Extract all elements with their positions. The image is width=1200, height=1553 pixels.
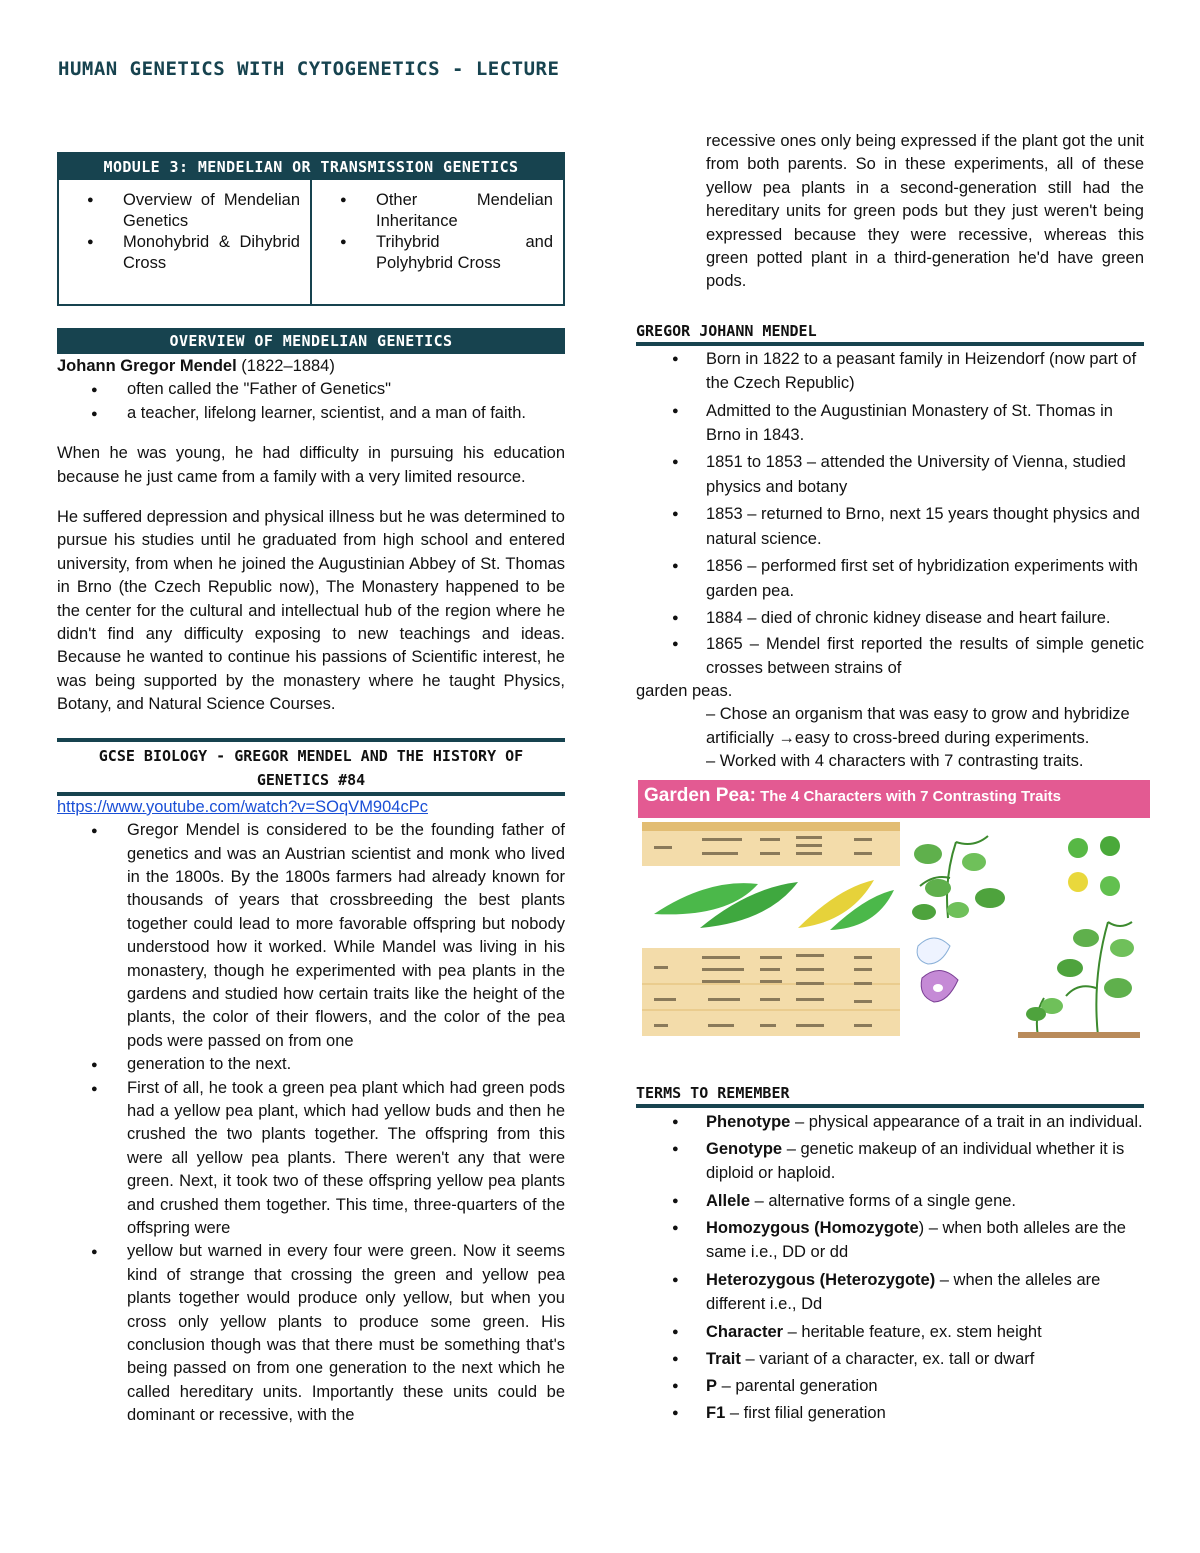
term-name: Character xyxy=(706,1322,784,1341)
term-name: Homozygous (Homozygote xyxy=(706,1218,919,1237)
overview-paragraph-1: When he was young, he had difficulty in pursuing his education because he just came from a family with a very limited resource. xyxy=(57,444,565,486)
green-pea xyxy=(1100,876,1120,896)
term-name: Allele xyxy=(706,1191,751,1210)
yellow-pea xyxy=(1068,872,1088,892)
term-definition: – genetic makeup of an individual whether it is diploid or haploid. xyxy=(706,1139,1125,1183)
term-name: Trait xyxy=(706,1349,741,1368)
term-name: P xyxy=(706,1377,718,1396)
pea-plant-top xyxy=(912,836,1005,920)
gcse-bullets xyxy=(57,819,565,1428)
figure-illustration xyxy=(638,818,1150,1042)
list-item: ● Born in 1822 to a peasant family in Heizendorf (now part of the Czech Republic) xyxy=(636,347,1144,396)
list-item: ● 1853 – returned to Brno, next 15 years thought physics and natural science. xyxy=(636,502,1144,551)
term-definition: – when the alleles are different i.e., Dd xyxy=(706,1270,1101,1314)
mendel-name: Johann Gregor Mendel xyxy=(57,357,237,375)
green-pea xyxy=(1100,836,1120,856)
list-item: ● First of all, he took a green pea plant which had green pods had a yellow pea plant, which had yellow buds and then he crushed the two plants together. The offspring from this were all yellow pea plants. There weren't any that were green. Next, it took two of these offspring yellow pea plants and crushed them together. This time, three-quarters of the offspring were xyxy=(57,1077,565,1241)
pea-flowers xyxy=(917,938,958,1002)
left-column xyxy=(57,152,565,1428)
overview-heading: OVERVIEW OF MENDELIAN GENETICS xyxy=(57,328,565,354)
right-column xyxy=(636,130,1144,1429)
term-definition: – variant of a character, ex. tall or dwarf xyxy=(740,1349,1035,1368)
term-item xyxy=(636,1401,1144,1426)
gcse-heading xyxy=(57,738,565,796)
term-name: F1 xyxy=(706,1404,726,1423)
term-definition: – first filial generation xyxy=(725,1404,886,1423)
term-item xyxy=(636,1268,1144,1317)
list-item: ● a teacher, lifelong learner, scientist, and a man of faith. xyxy=(57,402,565,425)
term-item xyxy=(636,1320,1144,1345)
term-item xyxy=(636,1110,1144,1135)
module-topics-right xyxy=(310,180,563,304)
module-topic: ● Other Mendelian Inheritance xyxy=(340,190,553,232)
mendel-heading: GREGOR JOHANN MENDEL xyxy=(636,322,1144,346)
terms-list xyxy=(636,1110,1144,1426)
mendel-sub-note: – Worked with 4 characters with 7 contrasting traits. xyxy=(706,752,1084,771)
youtube-link[interactable]: https://www.youtube.com/watch?v=SOqVM904cPc xyxy=(57,797,428,816)
term-item xyxy=(636,1216,1144,1265)
traits-table-bottom xyxy=(642,948,900,1036)
term-definition: – physical appearance of a trait in an individual. xyxy=(790,1112,1143,1131)
mendel-bullets xyxy=(636,347,1144,680)
figure-title-bold: Garden Pea: xyxy=(644,784,756,806)
list-item: ● Gregor Mendel is considered to be the founding father of genetics and was an Austrian scientist and monk who lived in the 1800s. By the 1800s farmers had already known for thousands of years that crossbreeding the best plants together could lead to more favorable offspring but nobody understood how it worked. While Mandel was living in his monastery, though he experimented with pea plants in the gardens and studied how certain traits like the height of the plants, the color of their flowers, and the color of the pea pods were passed on from one xyxy=(57,819,565,1053)
term-item xyxy=(636,1189,1144,1214)
term-item xyxy=(636,1137,1144,1186)
list-item: ● 1884 – died of chronic kidney disease and heart failure. xyxy=(636,606,1144,631)
traits-table-header xyxy=(642,822,900,831)
page-title: HUMAN GENETICS WITH CYTOGENETICS - LECTURE xyxy=(58,58,560,80)
module-topic: ● Monohybrid & Dihybrid Cross xyxy=(87,232,300,274)
module-topic: ● Trihybrid and Polyhybrid Cross xyxy=(340,232,553,274)
module-heading: MODULE 3: MENDELIAN OR TRANSMISSION GENETICS xyxy=(59,154,563,180)
pea-plant-bottom xyxy=(1018,922,1140,1038)
list-item: ● generation to the next. xyxy=(57,1053,565,1076)
mendel-tail: garden peas. xyxy=(636,681,733,700)
module-topics xyxy=(59,180,563,304)
garden-pea-figure xyxy=(638,780,1150,1042)
gcse-heading-line: GCSE BIOLOGY - GREGOR MENDEL AND THE HISTORY OF xyxy=(98,746,524,765)
module-box xyxy=(57,152,565,306)
list-item: ● Admitted to the Augustinian Monastery of St. Thomas in Brno in 1843. xyxy=(636,399,1144,448)
gcse-heading-line: GENETICS #84 xyxy=(256,770,366,789)
green-pea xyxy=(1068,838,1088,858)
list-item: ● yellow but warned in every four were green. Now it seems kind of strange that crossing the green and yellow pea plants together would produce only yellow, but when you cross only yellow plants to produce some green. His conclusion though was that there must be something that's being passed on from one generation to the next which he called hereditary units. Importantly these units could be dominant or recessive, with the xyxy=(57,1240,565,1427)
terms-heading: TERMS TO REMEMBER xyxy=(636,1084,1144,1108)
figure-title xyxy=(638,780,1150,818)
term-definition: – parental generation xyxy=(717,1377,878,1396)
term-name: Heterozygous (Heterozygote) xyxy=(706,1270,936,1289)
figure-title-rest: The 4 Characters with 7 Contrasting Traits xyxy=(755,787,1062,805)
mendel-name-line xyxy=(57,355,565,378)
term-name: Phenotype xyxy=(706,1112,791,1131)
term-name: Genotype xyxy=(706,1139,783,1158)
overview-bullets xyxy=(57,378,565,425)
list-item: ● 1851 to 1853 – attended the University of Vienna, studied physics and botany xyxy=(636,450,1144,499)
mendel-sub-note: – Chose an organism that was easy to grow and hybridize artificially →easy to cross-breed during experiments. xyxy=(706,705,1130,747)
pea-traits-illustration xyxy=(638,818,1150,1042)
list-item: ● 1856 – performed first set of hybridization experiments with garden pea. xyxy=(636,554,1144,603)
module-topics-left xyxy=(59,180,310,304)
mendel-years: (1822–1884) xyxy=(236,357,335,375)
term-item xyxy=(636,1347,1144,1372)
term-definition: ) – when both alleles are the same i.e., DD or dd xyxy=(706,1218,1126,1262)
continued-paragraph: recessive ones only being expressed if the plant got the unit from both parents. So in these experiments, all of these yellow pea plants in a second-generation still had the hereditary units for green pods but they just weren't being expressed because they were recessive, whereas this green potted plant in a third-generation he'd have green pods. xyxy=(706,132,1144,291)
term-item xyxy=(636,1374,1144,1399)
term-definition: – alternative forms of a single gene. xyxy=(750,1191,1017,1210)
list-item: ● 1865 – Mendel first reported the results of simple genetic crosses between strains of xyxy=(636,633,1144,680)
term-definition: – heritable feature, ex. stem height xyxy=(783,1322,1042,1341)
module-topic: ● Overview of Mendelian Genetics xyxy=(87,190,300,232)
overview-paragraph-2: He suffered depression and physical illness but he was determined to pursue his studies until he graduated from high school and entered university, from when he joined the Augustinian Abbey of St. Thomas in Brno (the Czech Republic now), The Monastery happened to be the center for the cultural and intellectual hub of the region where he didn't find any difficulty exposing to new teachings and ideas. Because he wanted to continue his passions of Scientific interest, he was being supported by the monastery where he taught Physics, Botany, and Natural Science Courses. xyxy=(57,508,565,714)
list-item: ● often called the "Father of Genetics" xyxy=(57,378,565,401)
